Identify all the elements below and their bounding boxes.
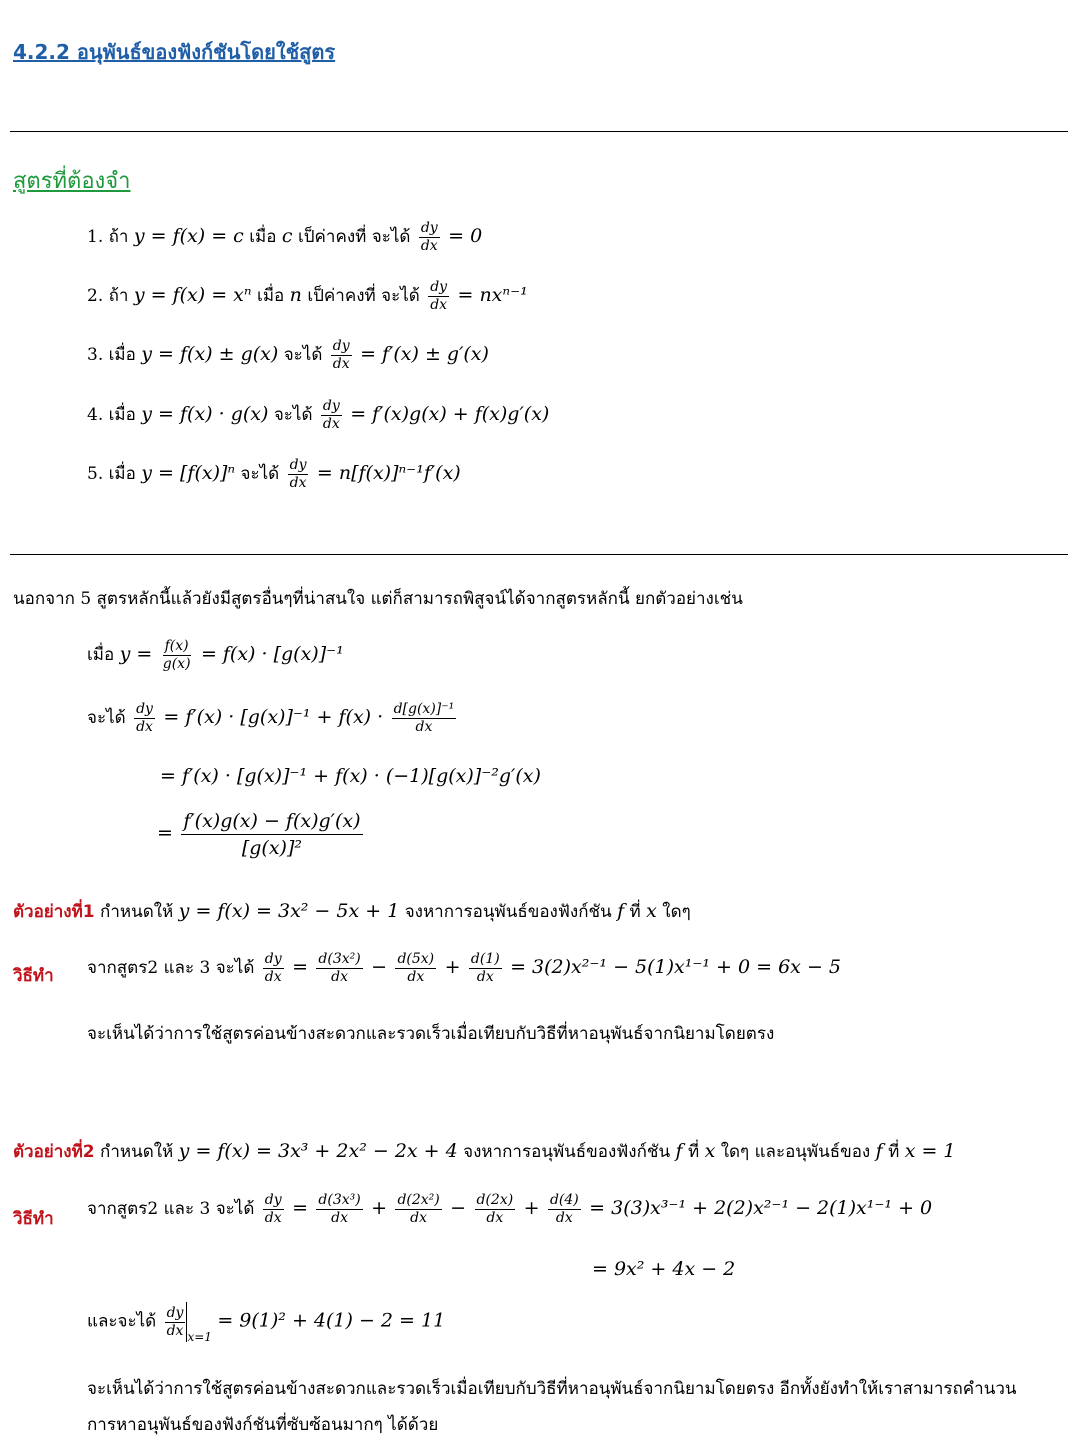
formula-label: 3. เมื่อ <box>87 345 136 365</box>
formula-mid: เมื่อ <box>249 227 277 247</box>
derivation-get: จะได้ <box>87 708 126 728</box>
dy-dx-fraction <box>321 398 342 433</box>
divider-top <box>10 131 1068 132</box>
term-fraction <box>316 951 362 986</box>
example-2-evaluation <box>87 1302 445 1342</box>
frac-den: [g(x)]² <box>241 837 302 859</box>
example-2-solution-label: วิธีทำ <box>13 1209 54 1229</box>
solution-result: = 3(3)x³⁻¹ + 2(2)x²⁻¹ − 2(1)x¹⁻¹ + 0 <box>589 1197 933 1219</box>
frac-den: dx <box>486 1210 504 1226</box>
formula-label: 1. ถ้า <box>87 227 129 247</box>
frac-den: dx <box>264 969 282 985</box>
example-at: x = 1 <box>904 1140 956 1162</box>
frac-num: d[g(x)]⁻¹ <box>393 701 455 717</box>
frac-num: f′(x)g(x) − f(x)g′(x) <box>181 808 362 835</box>
dy-dx-fraction <box>331 338 352 373</box>
example-text: ที่ <box>687 1142 700 1162</box>
quotient-fraction <box>181 808 362 861</box>
frac-num: dy <box>332 338 350 354</box>
frac-den: dx <box>410 1210 428 1226</box>
formula-rhs: = f′(x)g(x) + f(x)g′(x) <box>350 403 550 425</box>
formula-rhs: = nxⁿ⁻¹ <box>457 284 528 306</box>
frac-den: dx <box>289 475 307 491</box>
formula-rhs: = f′(x) ± g′(x) <box>360 343 489 365</box>
frac-num: d(4) <box>549 1192 579 1208</box>
formula-lhs: y = f(x) = c <box>133 225 244 247</box>
derivation-y: y = <box>119 643 153 665</box>
formula-var: c <box>281 225 293 247</box>
example-2-result-2: = 9x² + 4x − 2 <box>592 1258 736 1280</box>
dy-dx-fraction <box>165 1305 186 1340</box>
formula-cond: จะได้ <box>283 345 323 365</box>
derivation-when: เมื่อ <box>87 645 115 665</box>
example-2-note-line-2: การหาอนุพันธ์ของฟังก์ชันที่ซับซ้อนมากๆ ได้ด้วย <box>87 1415 439 1435</box>
frac-num: dy <box>264 1192 282 1208</box>
frac-num: f(x) <box>164 638 189 654</box>
term-fraction <box>548 1192 581 1227</box>
example-1-label: ตัวอย่างที่1 <box>13 902 95 922</box>
frac-den: dx <box>476 969 494 985</box>
derivation-line-1 <box>87 638 344 673</box>
example-2-note-line-1: จะเห็นได้ว่าการใช้สูตรค่อนข้างสะดวกและรวดเร็วเมื่อเทียบกับวิธีที่หาอนุพันธ์จากนิยามโดยตรง อีกทั้งยังทำให้เราสามารถคำนวน <box>87 1379 1017 1399</box>
solution-result: = 3(2)x²⁻¹ − 5(1)x¹⁻¹ + 0 = 6x − 5 <box>510 956 841 978</box>
example-text: ใดๆ และอนุพันธ์ของ <box>720 1142 871 1162</box>
example-function: y = f(x) = 3x³ + 2x² − 2x + 4 <box>178 1140 458 1162</box>
example-text: กำหนดให้ <box>100 902 174 922</box>
solution-text: จากสูตร2 และ 3 จะได้ <box>87 958 255 978</box>
f-over-g-fraction <box>161 638 193 673</box>
term-fraction <box>395 951 436 986</box>
frac-num: d(3x²) <box>318 951 361 967</box>
section-heading: 4.2.2 อนุพันธ์ของฟังก์ชันโดยใช้สูตร <box>13 40 336 64</box>
frac-num: dy <box>166 1304 184 1321</box>
formula-lhs: y = f(x) ± g(x) <box>141 343 279 365</box>
example-text: ที่ <box>629 902 641 922</box>
example-1-solution-label: วิธีทำ <box>13 966 54 986</box>
frac-num: dy <box>264 951 282 967</box>
frac-den: dx <box>331 969 348 985</box>
frac-den: dx <box>420 238 438 254</box>
formula-label: 4. เมื่อ <box>87 405 136 425</box>
frac-den: dx <box>430 297 448 313</box>
example-text: ใดๆ <box>662 902 691 922</box>
formula-mid: เมื่อ <box>257 286 285 306</box>
formula-4 <box>87 398 549 433</box>
example-x: x <box>704 1140 716 1162</box>
dy-dx-fraction <box>288 457 309 492</box>
frac-num: d(2x²) <box>397 1192 440 1208</box>
example-1-statement <box>13 898 691 925</box>
example-2-label: ตัวอย่างที่2 <box>13 1142 95 1162</box>
formula-3 <box>87 338 489 373</box>
dy-dx-fraction <box>263 951 284 986</box>
formula-cond: เป็ค่าคงที่ จะได้ <box>297 227 411 247</box>
frac-num: d(2x) <box>476 1192 514 1208</box>
example-text: กำหนดให้ <box>100 1142 174 1162</box>
dy-dx-fraction <box>263 1192 284 1227</box>
example-text: ที่ <box>888 1142 900 1162</box>
eval-text: และจะได้ <box>87 1311 157 1332</box>
frac-den: dx <box>264 1210 282 1226</box>
frac-den: dx <box>407 969 425 985</box>
term-fraction <box>469 951 502 986</box>
example-2-statement <box>13 1138 956 1165</box>
formula-rhs: = 0 <box>448 225 483 247</box>
example-1-solution: จากสูตร2 และ 3 จะได้ $\frac{dy}{dx}$ = $\frac{\text{d(3x²)}}{dx}$ − $\frac{d(5x)}{dx}$ + $\frac{d(1)}{dx}$ = 3(2)x²⁻¹ − 5(1)x¹⁻¹ + 0 = 6x − 5 <box>87 951 841 985</box>
frac-den: dx <box>555 1210 573 1226</box>
d-g-inverse-fraction <box>392 701 457 736</box>
example-f: f <box>875 1140 883 1162</box>
derivation-line-2 <box>87 701 459 736</box>
frac-den: dx <box>136 719 153 735</box>
example-text: จงหาการอนุพันธ์ของฟังก์ชัน <box>404 902 612 922</box>
formula-2 <box>87 279 528 314</box>
formulas-title: สูตรที่ต้องจำ <box>13 169 131 194</box>
frac-num: d(3x³) <box>318 1192 361 1208</box>
formula-cond: จะได้ <box>240 464 280 484</box>
derivation-eq: = <box>157 822 173 844</box>
example-2-solution: จากสูตร2 และ 3 จะได้ $\frac{dy}{dx}$ = $\frac{\text{d(3x³)}}{dx}$ + $\frac{\text{d(2x²)}}{dx}$ − $\frac{d(2x)}{dx}$ + $\frac{d(4)}{dx}$ = 3(3)x³⁻¹ + 2(2)x²⁻¹ − 2(1)x¹⁻¹ + 0 <box>87 1192 933 1226</box>
frac-num: dy <box>420 220 438 236</box>
formula-5 <box>87 457 461 492</box>
formula-1 <box>87 220 482 255</box>
divider-middle <box>10 554 1068 555</box>
frac-num: dy <box>136 701 153 717</box>
term-fraction <box>475 1192 516 1227</box>
formula-lhs: y = [f(x)]ⁿ <box>141 462 236 484</box>
formula-label: 5. เมื่อ <box>87 464 136 484</box>
dy-dx-fraction <box>428 279 449 314</box>
frac-den: dx <box>322 416 340 432</box>
example-1-note: จะเห็นได้ว่าการใช้สูตรค่อนข้างสะดวกและรวดเร็วเมื่อเทียบกับวิธีที่หาอนุพันธ์จากนิยามโดยตรง <box>87 1024 775 1044</box>
frac-num: d(5x) <box>397 951 435 967</box>
frac-den: dx <box>332 356 350 372</box>
formula-lhs: y = f(x) = xⁿ <box>133 284 252 306</box>
frac-num: d(1) <box>470 951 500 967</box>
dy-dx-fraction <box>419 220 440 255</box>
term-fraction <box>316 1192 362 1227</box>
derivation-line-4 <box>157 808 366 861</box>
frac-den: g(x) <box>162 656 191 672</box>
example-function: y = f(x) = 3x² − 5x + 1 <box>178 900 400 922</box>
eval-subscript: x=1 <box>187 1329 212 1344</box>
formula-rhs: = n[f(x)]ⁿ⁻¹f′(x) <box>316 462 461 484</box>
formula-cond: จะได้ <box>273 405 313 425</box>
example-text: จงหาการอนุพันธ์ของฟังก์ชัน <box>463 1142 671 1162</box>
frac-den: dx <box>166 1322 184 1339</box>
derivation-rest: = f(x) · [g(x)]⁻¹ <box>200 643 344 665</box>
example-f: f <box>675 1140 683 1162</box>
frac-num: dy <box>289 457 307 473</box>
solution-text: จากสูตร2 และ 3 จะได้ <box>87 1199 255 1219</box>
formula-cond: เป็ค่าคงที่ จะได้ <box>307 286 420 306</box>
derivation-expr: = f′(x) · [g(x)]⁻¹ + f(x) · <box>163 706 384 728</box>
formula-var: n <box>289 284 302 306</box>
example-x: x <box>646 900 657 922</box>
eval-result: = 9(1)² + 4(1) − 2 = 11 <box>217 1309 446 1332</box>
term-fraction <box>395 1192 441 1227</box>
intro-text: นอกจาก 5 สูตรหลักนี้แล้วยังมีสูตรอื่นๆที่น่าสนใจ แต่ก็สามารถพิสูจน์ได้จากสูตรหลักนี้ ยกตัวอย่างเช่น <box>13 589 743 609</box>
frac-num: dy <box>322 398 340 414</box>
formula-label: 2. ถ้า <box>87 286 129 306</box>
derivation-line-3: = f′(x) · [g(x)]⁻¹ + f(x) · (−1)[g(x)]⁻²g′(x) <box>160 765 541 787</box>
frac-num: dy <box>430 279 448 295</box>
frac-den: dx <box>415 719 433 735</box>
formula-lhs: y = f(x) · g(x) <box>141 403 269 425</box>
frac-den: dx <box>331 1210 348 1226</box>
dy-dx-fraction <box>134 701 155 736</box>
example-f: f <box>617 900 625 922</box>
